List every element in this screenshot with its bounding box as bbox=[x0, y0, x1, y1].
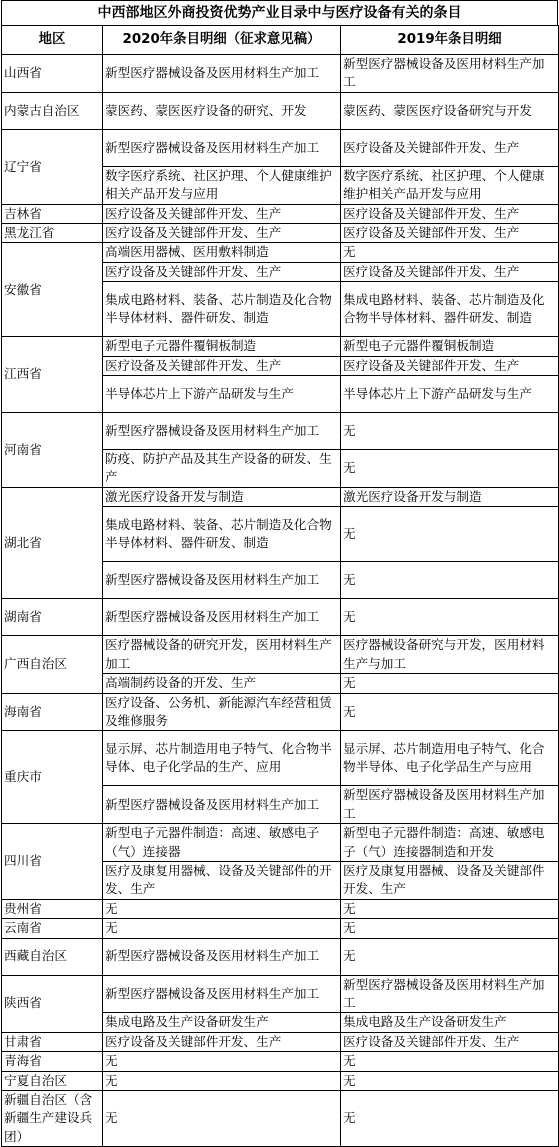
item-2020-cell: 新型医疗器械设备及医用材料生产加工 bbox=[103, 562, 341, 599]
region-cell: 江西省 bbox=[2, 337, 103, 413]
table-row bbox=[2, 92, 559, 129]
table-title: 中西部地区外商投资优势产业目录中与医疗设备有关的条目 bbox=[1, 0, 558, 25]
item-2019-cell: 新型电子元器件覆铜板制造 bbox=[341, 337, 559, 356]
region-cell: 广西自治区 bbox=[2, 636, 103, 693]
region-cell: 甘肃省 bbox=[2, 1032, 103, 1051]
item-2019-cell: 无 bbox=[341, 938, 559, 975]
item-2019-cell: 医疗设备及关键部件开发、生产 bbox=[341, 224, 559, 243]
document-sheet bbox=[1, 0, 558, 1147]
item-2019-cell: 无 bbox=[341, 243, 559, 262]
item-2020-cell: 无 bbox=[103, 1052, 341, 1071]
item-2019-cell: 无 bbox=[341, 507, 559, 562]
table-row bbox=[2, 129, 559, 166]
table-row bbox=[2, 731, 559, 786]
item-2019-cell: 无 bbox=[341, 413, 559, 450]
item-2020-cell: 医疗设备、公务机、新能源汽车经营租赁及维修服务 bbox=[103, 693, 341, 731]
item-2019-cell: 医疗器械设备研究与开发，医用材料生产与加工 bbox=[341, 636, 559, 674]
item-2019-cell: 无 bbox=[341, 919, 559, 938]
region-cell: 云南省 bbox=[2, 919, 103, 938]
table-row bbox=[2, 55, 559, 93]
item-2020-cell: 新型医疗器械设备及医用材料生产加工 bbox=[103, 129, 341, 166]
item-2019-cell: 集成电路材料、装备、芯片制造及化合物半导体材料、器件研发、制造 bbox=[341, 282, 559, 337]
table-row bbox=[2, 919, 559, 938]
item-2020-cell: 集成电路材料、装备、芯片制造及化合物半导体材料、器件研发、制造 bbox=[103, 507, 341, 562]
item-2020-cell: 集成电路材料、装备、芯片制造及化合物半导体材料、器件研发、制造 bbox=[103, 282, 341, 337]
region-cell: 新疆自治区（含新疆生产建设兵团） bbox=[2, 1091, 103, 1147]
item-2020-cell: 无 bbox=[103, 899, 341, 918]
item-2020-cell: 无 bbox=[103, 1071, 341, 1090]
region-cell: 四川省 bbox=[2, 824, 103, 900]
item-2020-cell: 新型医疗器械设备及医用材料生产加工 bbox=[103, 975, 341, 1013]
item-2020-cell: 蒙医药、蒙医医疗设备的研究、开发 bbox=[103, 92, 341, 129]
item-2019-cell: 数字医疗系统、社区护理、个人健康维护相关产品开发与应用 bbox=[341, 166, 559, 204]
region-cell: 黑龙江省 bbox=[2, 224, 103, 243]
item-2020-cell: 半导体芯片上下游产品研发与生产 bbox=[103, 376, 341, 413]
table-body bbox=[2, 55, 559, 1147]
table-row bbox=[2, 599, 559, 636]
item-2019-cell: 无 bbox=[341, 899, 559, 918]
table-row bbox=[2, 1071, 559, 1090]
item-2019-cell: 新型医疗器械设备及医用材料生产加工 bbox=[341, 786, 559, 824]
region-cell: 贵州省 bbox=[2, 899, 103, 918]
item-2019-cell: 无 bbox=[341, 693, 559, 731]
item-2019-cell: 医疗设备及关键部件开发、生产 bbox=[341, 356, 559, 375]
item-2020-cell: 医疗设备及关键部件开发、生产 bbox=[103, 224, 341, 243]
table-row bbox=[2, 693, 559, 731]
table-row bbox=[2, 899, 559, 918]
item-2019-cell: 无 bbox=[341, 1052, 559, 1071]
item-2020-cell: 新型电子元器件制造：高速、敏感电子（气）连接器 bbox=[103, 824, 341, 862]
item-2019-cell: 无 bbox=[341, 599, 559, 636]
item-2019-cell: 无 bbox=[341, 562, 559, 599]
item-2019-cell: 新型医疗器械设备及医用材料生产加工 bbox=[341, 55, 559, 93]
region-cell: 湖南省 bbox=[2, 599, 103, 636]
item-2020-cell: 新型医疗器械设备及医用材料生产加工 bbox=[103, 413, 341, 450]
item-2019-cell: 蒙医药、蒙医医疗设备研究与开发 bbox=[341, 92, 559, 129]
item-2019-cell: 医疗设备及关键部件开发、生产 bbox=[341, 262, 559, 281]
region-cell: 辽宁省 bbox=[2, 129, 103, 204]
table-row bbox=[2, 337, 559, 356]
item-2020-cell: 防疫、防护产品及其生产设备的研发、生产 bbox=[103, 450, 341, 488]
region-cell: 陕西省 bbox=[2, 975, 103, 1032]
item-2020-cell: 医疗设备及关键部件开发、生产 bbox=[103, 1032, 341, 1051]
item-2020-cell: 数字医疗系统、社区护理、个人健康维护相关产品开发与应用 bbox=[103, 166, 341, 204]
item-2020-cell: 医疗设备及关键部件开发、生产 bbox=[103, 356, 341, 375]
table-row bbox=[2, 636, 559, 674]
header-2019: 2019年条目明细 bbox=[341, 26, 559, 55]
item-2020-cell: 新型电子元器件覆铜板制造 bbox=[103, 337, 341, 356]
item-2020-cell: 医疗器械设备的研究开发，医用材料生产加工 bbox=[103, 636, 341, 674]
region-cell: 内蒙古自治区 bbox=[2, 92, 103, 129]
header-row bbox=[2, 26, 559, 55]
item-2020-cell: 高端制药设备的开发、生产 bbox=[103, 674, 341, 693]
table-row bbox=[2, 938, 559, 975]
region-cell: 安徽省 bbox=[2, 243, 103, 337]
region-cell: 山西省 bbox=[2, 55, 103, 93]
table-row bbox=[2, 243, 559, 262]
item-2020-cell: 集成电路及生产设备研发生产 bbox=[103, 1013, 341, 1032]
item-2019-cell: 集成电路及生产设备研发生产 bbox=[341, 1013, 559, 1032]
item-2020-cell: 新型医疗器械设备及医用材料生产加工 bbox=[103, 938, 341, 975]
item-2020-cell: 新型医疗器械设备及医用材料生产加工 bbox=[103, 786, 341, 824]
region-cell: 青海省 bbox=[2, 1052, 103, 1071]
table-row bbox=[2, 1032, 559, 1051]
region-cell: 重庆市 bbox=[2, 731, 103, 824]
table-row bbox=[2, 824, 559, 862]
table-row bbox=[2, 487, 559, 506]
item-2020-cell: 医疗设备及关键部件开发、生产 bbox=[103, 204, 341, 223]
header-region: 地区 bbox=[2, 26, 103, 55]
region-cell: 宁夏自治区 bbox=[2, 1071, 103, 1090]
item-2020-cell: 无 bbox=[103, 919, 341, 938]
item-2019-cell: 显示屏、芯片制造用电子特气、化合物半导体、电子化学品生产与应用 bbox=[341, 731, 559, 786]
item-2019-cell: 新型医疗器械设备及医用材料生产加工 bbox=[341, 975, 559, 1013]
item-2020-cell: 新型医疗器械设备及医用材料生产加工 bbox=[103, 599, 341, 636]
region-cell: 海南省 bbox=[2, 693, 103, 731]
region-cell: 河南省 bbox=[2, 413, 103, 488]
item-2020-cell: 显示屏、芯片制造用电子特气、化合物半导体、电子化学品的生产、应用 bbox=[103, 731, 341, 786]
item-2019-cell: 医疗设备及关键部件开发、生产 bbox=[341, 204, 559, 223]
item-2020-cell: 新型医疗器械设备及医用材料生产加工 bbox=[103, 55, 341, 93]
region-cell: 湖北省 bbox=[2, 487, 103, 598]
header-2020: 2020年条目明细（征求意见稿） bbox=[103, 26, 341, 55]
item-2019-cell: 激光医疗设备开发与制造 bbox=[341, 487, 559, 506]
item-2020-cell: 无 bbox=[103, 1091, 341, 1147]
table-row bbox=[2, 975, 559, 1013]
item-2019-cell: 医疗设备及关键部件开发、生产 bbox=[341, 129, 559, 166]
item-2019-cell: 医疗设备及关键部件开发、生产 bbox=[341, 1032, 559, 1051]
item-2019-cell: 无 bbox=[341, 1071, 559, 1090]
comparison-table bbox=[1, 25, 559, 1147]
item-2019-cell: 无 bbox=[341, 450, 559, 488]
item-2020-cell: 医疗及康复用器械、设备及关键部件的开发、生产 bbox=[103, 861, 341, 899]
table-row bbox=[2, 1052, 559, 1071]
table-row bbox=[2, 224, 559, 243]
item-2020-cell: 医疗设备及关键部件开发、生产 bbox=[103, 262, 341, 281]
item-2020-cell: 高端医用器械、医用敷料制造 bbox=[103, 243, 341, 262]
item-2019-cell: 半导体芯片上下游产品研发与生产 bbox=[341, 376, 559, 413]
region-cell: 吉林省 bbox=[2, 204, 103, 223]
item-2019-cell: 新型电子元器件制造：高速、敏感电子（气）连接器制造和开发 bbox=[341, 824, 559, 862]
table-row bbox=[2, 204, 559, 223]
item-2019-cell: 无 bbox=[341, 1091, 559, 1147]
item-2020-cell: 激光医疗设备开发与制造 bbox=[103, 487, 341, 506]
item-2019-cell: 无 bbox=[341, 674, 559, 693]
item-2019-cell: 医疗及康复用器械、设备及关键部件开发、生产 bbox=[341, 861, 559, 899]
region-cell: 西藏自治区 bbox=[2, 938, 103, 975]
table-row bbox=[2, 413, 559, 450]
